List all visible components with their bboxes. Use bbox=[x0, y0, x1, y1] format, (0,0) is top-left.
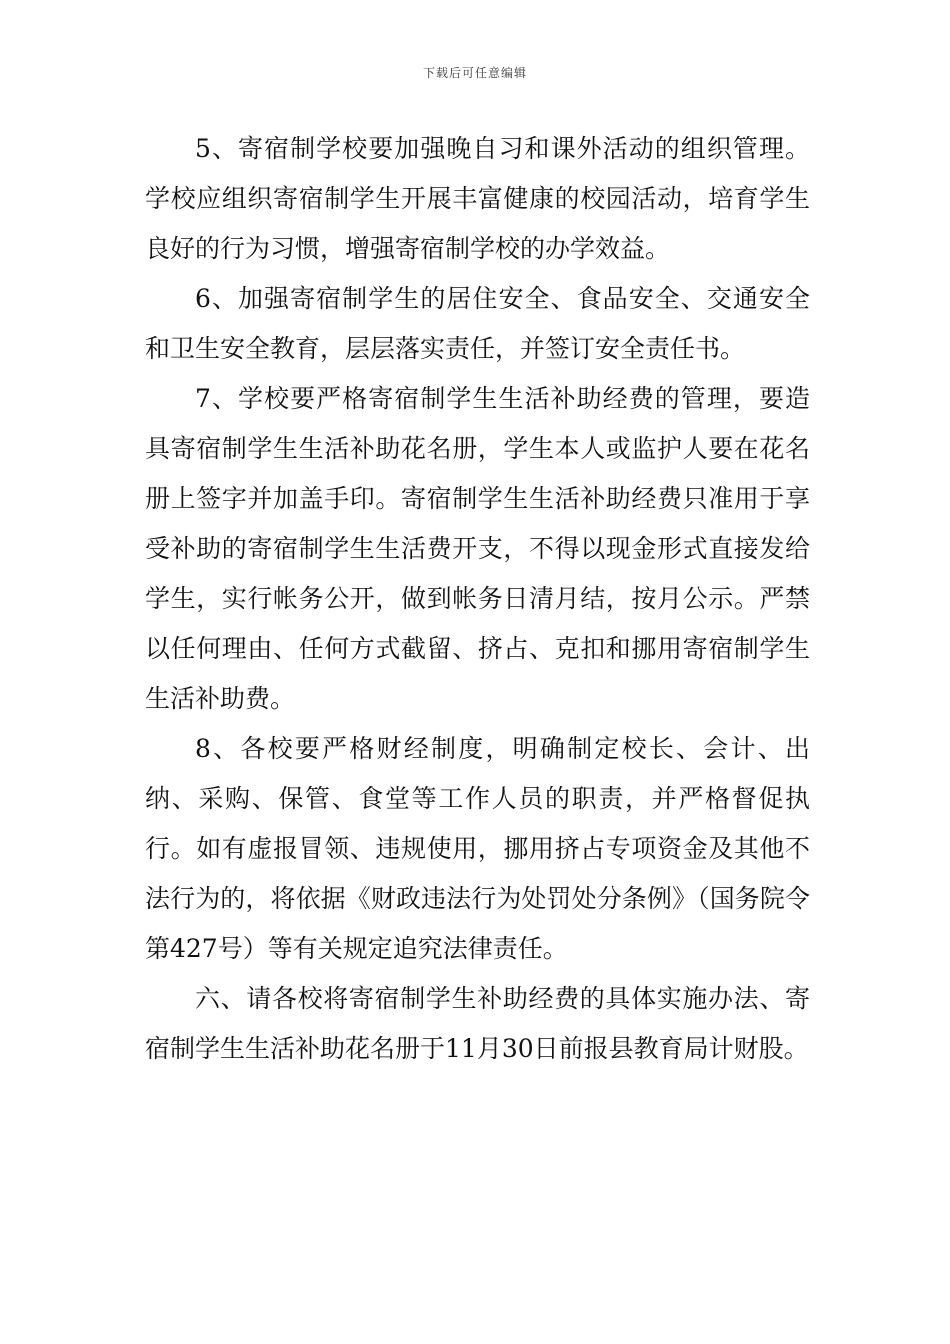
page-header-note: 下载后可任意编辑 bbox=[422, 66, 527, 80]
paragraph-item-8: 8、各校要严格财经制度，明确制定校长、会计、出纳、采购、保管、食堂等工作人员的职责，并严格督促执行。如有虚报冒领、违规使用，挪用挤占专项资金及其他不法行为的，将依据《财政违法行为处罚处分条例》（国务院令第427号）等有关规定追究法律责任。 bbox=[145, 734, 810, 963]
document-body bbox=[145, 124, 810, 1074]
paragraph-item-7: 7、学校要严格寄宿制学生生活补助经费的管理，要造具寄宿制学生生活补助花名册，学生本人或监护人要在花名册上签字并加盖手印。寄宿制学生生活补助经费只准用于享受补助的寄宿制学生生活费开支，不得以现金形式直接发给学生，实行帐务公开，做到帐务日清月结，按月公示。严禁以任何理由、任何方式截留、挤占、克扣和挪用寄宿制学生生活补助费。 bbox=[145, 384, 810, 713]
paragraph-item-5: 5、寄宿制学校要加强晚自习和课外活动的组织管理。学校应组织寄宿制学生开展丰富健康的校园活动，培育学生良好的行为习惯，增强寄宿制学校的办学效益。 bbox=[145, 134, 810, 263]
paragraph-item-6: 6、加强寄宿制学生的居住安全、食品安全、交通安全和卫生安全教育，层层落实责任，并签订安全责任书。 bbox=[145, 284, 810, 363]
paragraph-section-six: 六、请各校将寄宿制学生补助经费的具体实施办法、寄宿制学生生活补助花名册于11月30日前报县教育局计财股。 bbox=[145, 984, 810, 1063]
